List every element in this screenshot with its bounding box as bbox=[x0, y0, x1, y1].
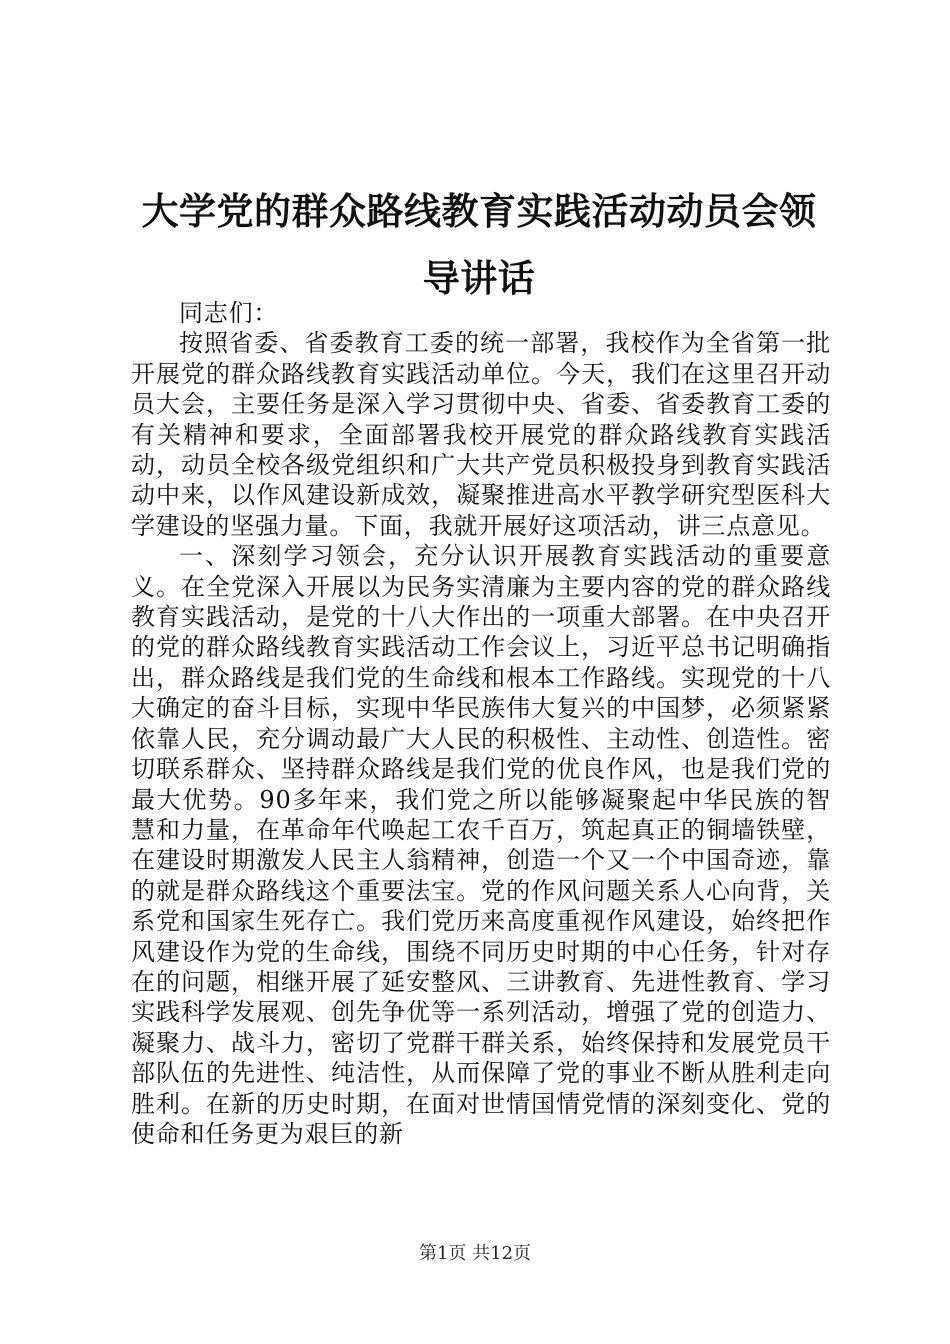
paragraph: 按照省委、省委教育工委的统一部署，我校作为全省第一批开展党的群众路线教育实践活动单位。今天，我们在这里召开动员大会，主要任务是深入学习贯彻中央、省委、省委教育工委的有关精神和要求，全面部署我校开展党的群众路线教育实践活动，动员全校各级党组织和广大共产党员积极投身到教育实践活动中来，以作风建设新成效，凝聚推进高水平教学研究型医科大学建设的坚强力量。下面，我就开展好这项活动，讲三点意见。 bbox=[131, 329, 831, 540]
page-footer: 第1页 共12页 bbox=[418, 1243, 532, 1264]
document-body bbox=[131, 298, 831, 1149]
greeting: 同志们： bbox=[179, 299, 279, 327]
paragraph: 一、深刻学习领会，充分认识开展教育实践活动的重要意义。在全党深入开展以为民务实清廉为主要内容的党的群众路线教育实践活动，是党的十八大作出的一项重大部署。在中央召开的党的群众路线教育实践活动工作会议上，习近平总书记明确指出，群众路线是我们党的生命线和根本工作路线。实现党的十八大确定的奋斗目标，实现中华民族伟大复兴的中国梦，必须紧紧依靠人民，充分调动最广大人民的积极性、主动性、创造性。密切联系群众、坚持群众路线是我们党的优良作风，也是我们党的最大优势。90多年来，我们党之所以能够凝聚起中华民族的智慧和力量，在革命年代唤起工农千百万，筑起真正的铜墙铁壁，在建设时期激发人民主人翁精神，创造一个又一个中国奇迹，靠的就是群众路线这个重要法宝。党的作风问题关系人心向背，关系党和国家生死存亡。我们党历来高度重视作风建设，始终把作风建设作为党的生命线，围绕不同历史时期的中心任务，针对存在的问题，相继开展了延安整风、三讲教育、先进性教育、学习实践科学发展观、创先争优等一系列活动，增强了党的创造力、凝聚力、战斗力，密切了党群干群关系，始终保持和发展党员干部队伍的先进性、纯洁性，从而保障了党的事业不断从胜利走向胜利。在新的历史时期，在面对世情国情党情的深刻变化、党的使命和任务更为艰巨的新 bbox=[131, 542, 831, 1148]
document-title: 大学党的群众路线教育实践活动动员会领导讲话 bbox=[141, 189, 817, 300]
